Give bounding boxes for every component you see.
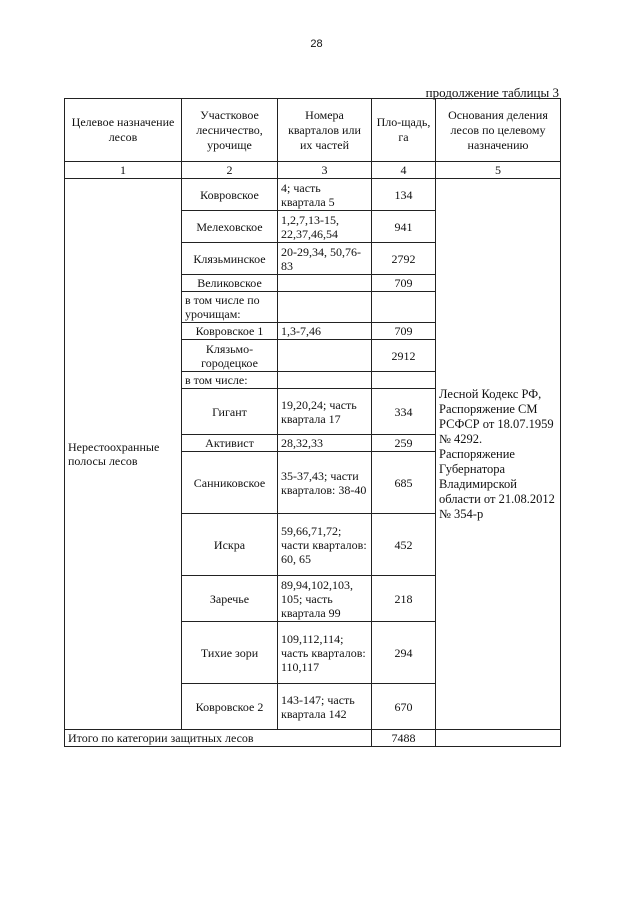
forestry-cell: Активист <box>182 435 278 452</box>
quarters-cell: 1,3-7,46 <box>278 323 372 340</box>
header-forestry: Участковое лесничество, урочище <box>182 99 278 162</box>
quarters-cell: 19,20,24; часть квартала 17 <box>278 389 372 435</box>
area-cell: 259 <box>372 435 436 452</box>
quarters-cell <box>278 292 372 323</box>
table-header-row <box>65 99 561 162</box>
quarters-cell: 143-147; часть квартала 142 <box>278 684 372 730</box>
area-cell: 709 <box>372 323 436 340</box>
quarters-cell <box>278 372 372 389</box>
forestry-cell: в том числе по урочищам: <box>182 292 278 323</box>
column-number: 5 <box>436 162 561 179</box>
area-cell: 134 <box>372 179 436 211</box>
header-basis: Основания деления лесов по целевому назначению <box>436 99 561 162</box>
area-cell: 334 <box>372 389 436 435</box>
area-cell <box>372 372 436 389</box>
column-number: 1 <box>65 162 182 179</box>
area-cell <box>372 292 436 323</box>
area-cell: 941 <box>372 211 436 243</box>
forestry-cell: Ковровское 1 <box>182 323 278 340</box>
quarters-cell: 59,66,71,72; части кварталов: 60, 65 <box>278 514 372 576</box>
quarters-cell: 1,2,7,13-15, 22,37,46,54 <box>278 211 372 243</box>
forestry-cell: Клязьмо-городецкое <box>182 340 278 372</box>
total-area: 7488 <box>372 730 436 747</box>
area-cell: 218 <box>372 576 436 622</box>
forestry-cell: Заречье <box>182 576 278 622</box>
forestry-cell: Санниковское <box>182 452 278 514</box>
forestry-cell: в том числе: <box>182 372 278 389</box>
table-row <box>65 179 561 211</box>
forestry-cell: Клязьминское <box>182 243 278 275</box>
column-number: 4 <box>372 162 436 179</box>
quarters-cell <box>278 275 372 292</box>
column-number: 2 <box>182 162 278 179</box>
page-number: 28 <box>310 38 323 50</box>
area-cell: 452 <box>372 514 436 576</box>
total-basis-empty <box>436 730 561 747</box>
quarters-cell: 28,32,33 <box>278 435 372 452</box>
forest-purpose-table <box>64 98 561 747</box>
area-cell: 294 <box>372 622 436 684</box>
column-number: 3 <box>278 162 372 179</box>
table-continuation-note: продолжение таблицы 3 <box>425 85 559 100</box>
total-label: Итого по категории защитных лесов <box>65 730 372 747</box>
forestry-cell: Тихие зори <box>182 622 278 684</box>
area-cell: 670 <box>372 684 436 730</box>
quarters-cell: 35-37,43; части кварталов: 38-40 <box>278 452 372 514</box>
forestry-cell: Гигант <box>182 389 278 435</box>
basis-cell: Лесной Кодекс РФ, Распоряжение СМ РСФСР от 18.07.1959 № 4292. Распоряжение Губернатора Владимирской области от 21.08.2012 № 354-р <box>436 179 561 730</box>
purpose-cell: Нерестоохранные полосы лесов <box>65 179 182 730</box>
quarters-cell: 109,112,114; часть кварталов: 110,117 <box>278 622 372 684</box>
forestry-cell: Ковровское 2 <box>182 684 278 730</box>
quarters-cell: 89,94,102,103, 105; часть квартала 99 <box>278 576 372 622</box>
total-row <box>65 730 561 747</box>
quarters-cell: 4; часть квартала 5 <box>278 179 372 211</box>
quarters-cell <box>278 340 372 372</box>
quarters-cell: 20-29,34, 50,76-83 <box>278 243 372 275</box>
header-area: Пло-щадь, га <box>372 99 436 162</box>
forestry-cell: Великовское <box>182 275 278 292</box>
header-purpose: Целевое назначение лесов <box>65 99 182 162</box>
area-cell: 709 <box>372 275 436 292</box>
area-cell: 2912 <box>372 340 436 372</box>
forestry-cell: Ковровское <box>182 179 278 211</box>
forestry-cell: Искра <box>182 514 278 576</box>
header-quarters: Номера кварталов или их частей <box>278 99 372 162</box>
column-number-row <box>65 162 561 179</box>
area-cell: 2792 <box>372 243 436 275</box>
forestry-cell: Мелеховское <box>182 211 278 243</box>
area-cell: 685 <box>372 452 436 514</box>
